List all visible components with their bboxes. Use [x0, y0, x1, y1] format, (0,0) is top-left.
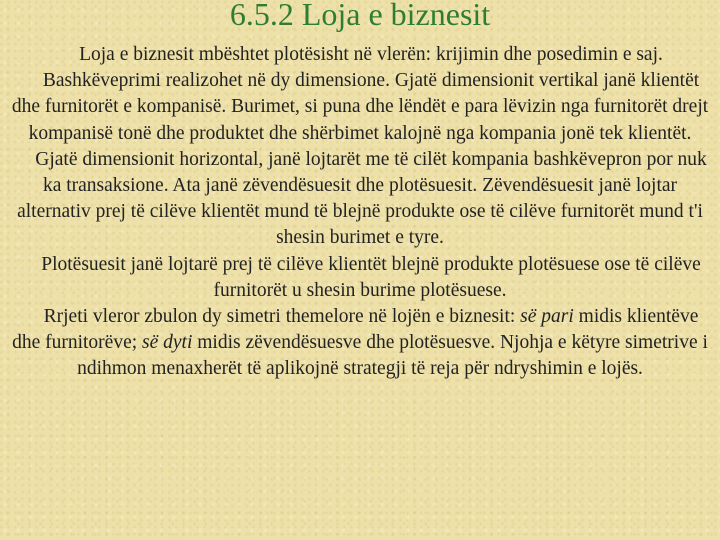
- paragraph-2: [10, 68, 710, 147]
- slide-body: [10, 42, 710, 383]
- paragraph-4: [10, 252, 710, 304]
- paragraph-5: [10, 304, 710, 383]
- paragraph-2-text: Bashkëveprimi realizohet në dy dimensione. Gjatë dimensionit vertikal janë klientët dhe furnitorët e kompanisë. Burimet, si puna dhe lëndët e para lëvizin nga furnitorët drejt kompanisë tonë dhe produktet dhe shërbimet kalojnë nga kompania jonë tek klientët.: [11, 70, 709, 144]
- paragraph-1: [10, 42, 710, 68]
- paragraph-5-text-b: midis klientëve dhe furnitorëve;: [12, 306, 699, 354]
- slide-title: 6.5.2 Loja e biznesit: [229, 0, 491, 32]
- paragraph-1-text: Loja e biznesit mbështet plotësisht në vlerën: krijimin dhe posedimin e saj.: [79, 44, 663, 65]
- paragraph-4-text: Plotësuesit janë lojtarë prej të cilëve klientët blejnë produkte plotësuese ose të cilëve furnitorët u shesin burime plotësuese.: [41, 253, 701, 301]
- paragraph-3: [10, 147, 710, 252]
- paragraph-5-text-a: Rrjeti vleror zbulon dy simetri themelore në lojën e biznesit:: [43, 306, 521, 328]
- paragraph-5-italic-first: së pari: [520, 306, 574, 328]
- paragraph-3-text: Gjatë dimensionit horizontal, janë lojtarët me të cilët kompania bashkëvepron por nuk ka transaksione. Ata janë zëvendësuesit dhe plotësuesit. Zëvendësuesit janë lojtar alternativ prej të cilëve klientët mund të blejnë produkte ose të cilëve furnitorët mund t'i shesin burimet e tyre.: [17, 148, 707, 249]
- paragraph-5-italic-second: së dyti: [142, 332, 193, 354]
- paragraph-5-text-c: midis zëvendësuesve dhe plotësuesve. Njohja e këtyre simetrive i ndihmon menaxherët të aplikojnë strategji të reja për ndryshimin e lojës.: [77, 332, 708, 380]
